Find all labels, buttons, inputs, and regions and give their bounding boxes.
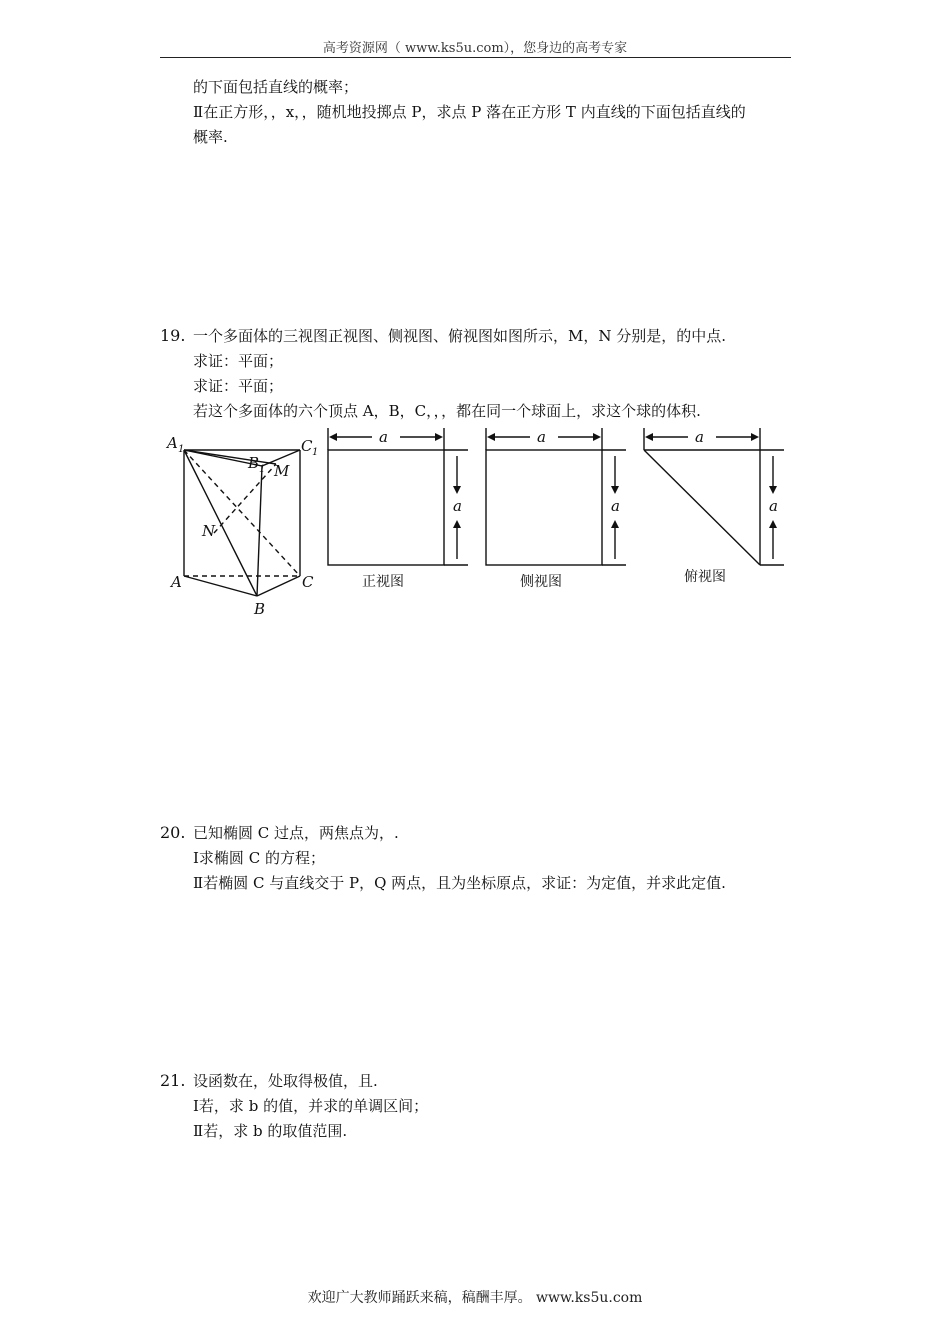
label-a1: A xyxy=(167,434,178,452)
front-dim-a-horizontal: a xyxy=(379,428,388,446)
top-view xyxy=(644,428,784,565)
q20-number: 20. xyxy=(160,823,186,842)
q18-line1: 的下面包括直线的概率； xyxy=(193,78,359,96)
q20-line2: Ⅰ求椭圆 C 的方程； xyxy=(193,849,325,867)
q19-line4: 若这个多面体的六个顶点 A，B，C，，，都在同一个球面上，求这个球的体积. xyxy=(193,402,701,420)
q18-line3: 概率. xyxy=(193,128,228,146)
q21-line1: 设函数在，处取得极值，且. xyxy=(193,1072,378,1090)
label-n: N xyxy=(202,522,216,540)
front-dim-a-vertical: a xyxy=(453,497,462,515)
q19-line2: 求证：平面； xyxy=(193,352,284,370)
label-a1-sub: 1 xyxy=(178,444,185,455)
side-dim-a-vertical: a xyxy=(611,497,620,515)
top-view-arrows xyxy=(645,433,777,528)
q19-line3: 求证：平面； xyxy=(193,377,284,395)
top-dim-a-horizontal: a xyxy=(695,428,704,446)
side-view-arrows xyxy=(487,433,619,528)
q21-line3: Ⅱ若，求 b 的取值范围. xyxy=(193,1122,348,1140)
front-view-arrows xyxy=(329,433,461,528)
label-m: M xyxy=(274,462,290,480)
label-c1-sub: 1 xyxy=(312,447,319,458)
q18-line2: Ⅱ在正方形，，x，，随机地投掷点 P，求点 P 落在正方形 T 内直线的下面包括直线的 xyxy=(193,103,746,121)
q21-line2: Ⅰ若，求 b 的值，并求的单调区间； xyxy=(193,1097,429,1115)
label-a: A xyxy=(171,573,182,591)
q21-number: 21. xyxy=(160,1071,186,1090)
page-footer: 欢迎广大教师踊跃来稿，稿酬丰厚。 www.ks5u.com xyxy=(307,1290,643,1306)
side-view-caption: 侧视图 xyxy=(520,574,562,590)
label-c: C xyxy=(302,573,314,591)
label-b1: B xyxy=(248,454,260,472)
front-view-caption: 正视图 xyxy=(362,574,404,590)
label-b1-sub: 1 xyxy=(259,464,266,475)
q19-line1: 一个多面体的三视图正视图、侧视图、俯视图如图所示，M，N 分别是，的中点. xyxy=(193,327,727,345)
q20-line3: Ⅱ若椭圆 C 与直线交于 P，Q 两点，且为坐标原点，求证：为定值，并求此定值. xyxy=(193,874,726,892)
side-view xyxy=(486,428,626,565)
q20-line1: 已知椭圆 C 过点，两焦点为，. xyxy=(193,824,399,842)
q19-number: 19. xyxy=(160,326,186,345)
top-dim-a-vertical: a xyxy=(769,497,778,515)
label-b: B xyxy=(254,600,266,618)
top-view-caption: 俯视图 xyxy=(684,569,726,585)
page-header: 高考资源网（ www.ks5u.com），您身边的高考专家 xyxy=(322,41,628,56)
label-c1: C xyxy=(301,437,313,455)
front-view xyxy=(328,428,468,565)
side-dim-a-horizontal: a xyxy=(537,428,546,446)
